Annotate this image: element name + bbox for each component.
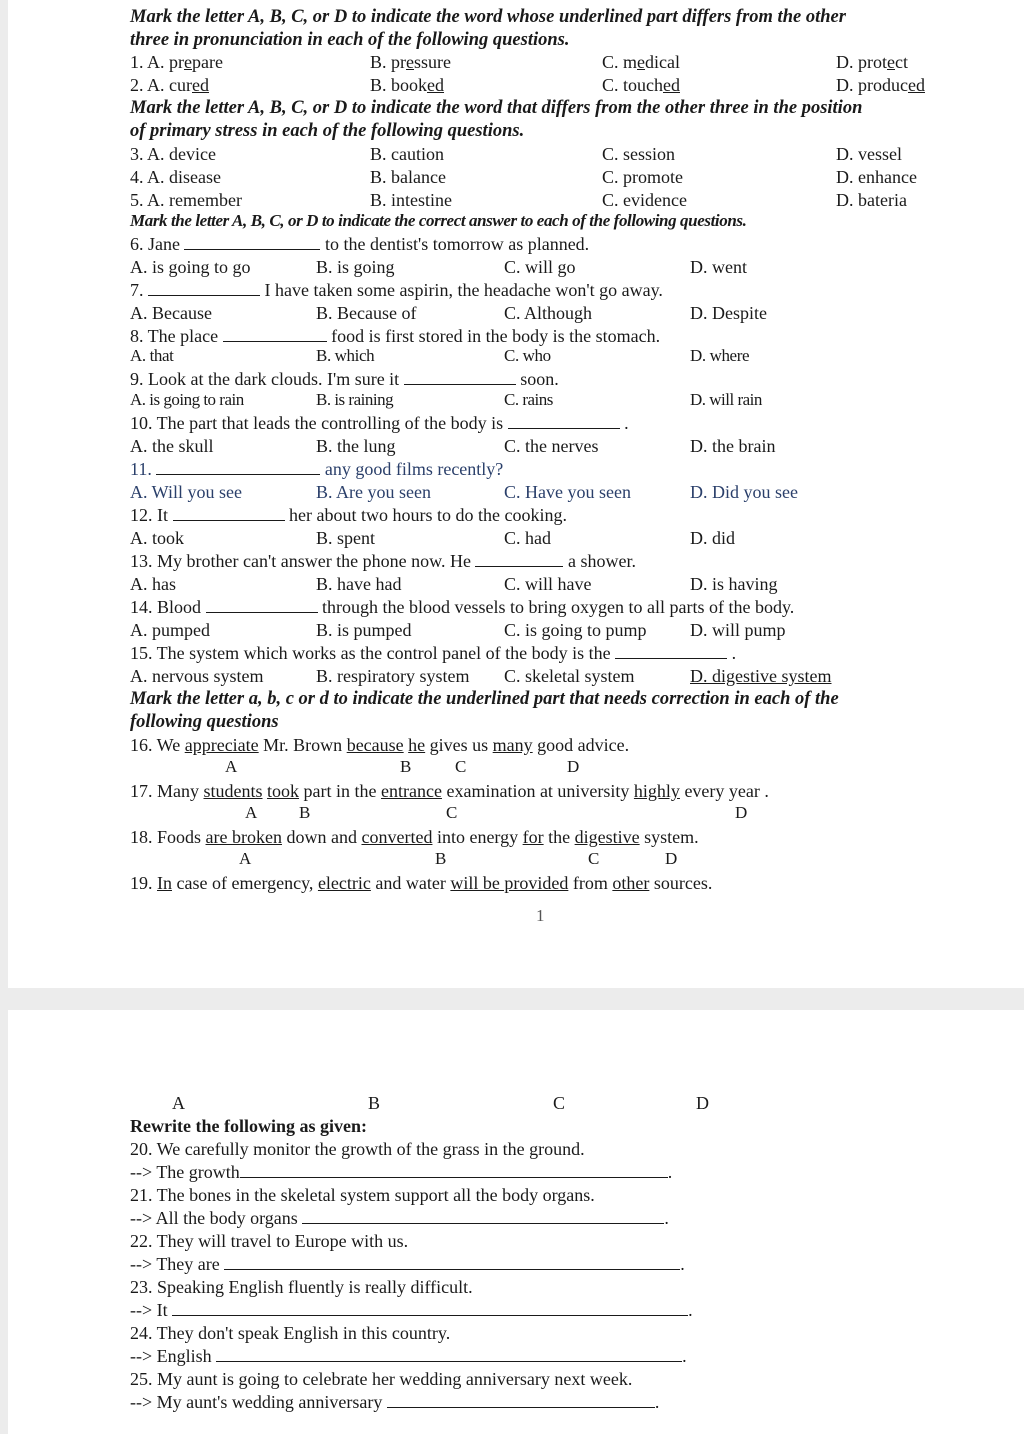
q13-option-a: A. has bbox=[130, 574, 176, 594]
answer-blank[interactable] bbox=[173, 506, 285, 521]
section1-heading-cont: three in pronunciation in each of the following questions. bbox=[130, 30, 570, 50]
q1-option-a: 1. A. prepare bbox=[130, 52, 223, 72]
question-16: 16. We appreciate Mr. Brown because he gives us many good advice. bbox=[130, 735, 630, 755]
answer-blank[interactable] bbox=[404, 370, 516, 385]
question-7-stem: 7. I have taken some aspirin, the headache won't go away. bbox=[130, 280, 663, 300]
q8-option-a: A. that bbox=[130, 346, 174, 365]
section4-heading: Mark the letter a, b, c or d to indicate the underlined part that needs correction in each of the bbox=[130, 689, 839, 709]
q1-option-d: D. protect bbox=[836, 52, 908, 72]
q13-option-c: C. will have bbox=[504, 574, 592, 594]
answer-23: --> It . bbox=[130, 1300, 693, 1320]
p2-label-a: A bbox=[172, 1093, 185, 1113]
q3-option-d: D. vessel bbox=[836, 144, 902, 164]
worksheet-page-2 bbox=[8, 1010, 1024, 1434]
q7-option-b: B. Because of bbox=[316, 303, 417, 323]
question-6-stem: 6. Jane to the dentist's tomorrow as planned. bbox=[130, 234, 590, 254]
q15-option-d: D. digestive system bbox=[690, 666, 832, 686]
q18-label-d: D bbox=[665, 849, 678, 868]
q10-option-d: D. the brain bbox=[690, 436, 776, 456]
answer-25: --> My aunt's wedding anniversary . bbox=[130, 1392, 660, 1412]
answer-blank[interactable] bbox=[148, 281, 260, 296]
answer-22: --> They are . bbox=[130, 1254, 685, 1274]
q1-option-b: B. pressure bbox=[370, 52, 451, 72]
q6-option-b: B. is going bbox=[316, 257, 395, 277]
p2-label-d: D bbox=[696, 1093, 709, 1113]
answer-line[interactable] bbox=[224, 1255, 680, 1270]
answer-line[interactable] bbox=[216, 1347, 682, 1362]
q2-option-c: C. touched bbox=[602, 75, 680, 95]
question-21: 21. The bones in the skeletal system support all the body organs. bbox=[130, 1185, 595, 1205]
p2-label-b: B bbox=[368, 1093, 381, 1113]
q18-label-b: B bbox=[435, 849, 447, 868]
q14-option-b: B. is pumped bbox=[316, 620, 412, 640]
q13-option-b: B. have had bbox=[316, 574, 402, 594]
q3-option-c: C. session bbox=[602, 144, 676, 164]
answer-line[interactable] bbox=[387, 1393, 655, 1408]
q11-option-a: A. Will you see bbox=[130, 482, 242, 502]
q16-label-a: A bbox=[225, 757, 238, 776]
section2-heading-cont: of primary stress in each of the following questions. bbox=[130, 121, 525, 141]
answer-blank[interactable] bbox=[615, 644, 727, 659]
q4-option-b: B. balance bbox=[370, 167, 446, 187]
q6-option-d: D. went bbox=[690, 257, 747, 277]
question-15-stem: 15. The system which works as the control panel of the body is the . bbox=[130, 643, 737, 663]
q14-option-d: D. will pump bbox=[690, 620, 786, 640]
question-10-stem: 10. The part that leads the controlling of the body is . bbox=[130, 413, 629, 433]
q12-option-d: D. did bbox=[690, 528, 735, 548]
q17-label-d: D bbox=[735, 803, 748, 822]
q15-option-a: A. nervous system bbox=[130, 666, 264, 686]
q15-option-b: B. respiratory system bbox=[316, 666, 470, 686]
q11-option-c: C. Have you seen bbox=[504, 482, 631, 502]
q14-option-a: A. pumped bbox=[130, 620, 210, 640]
q5-option-d: D. bateria bbox=[836, 190, 907, 210]
q16-label-c: C bbox=[455, 757, 467, 776]
q8-option-d: D. where bbox=[690, 346, 750, 365]
q7-option-d: D. Despite bbox=[690, 303, 767, 323]
q10-option-c: C. the nerves bbox=[504, 436, 599, 456]
q16-label-b: B bbox=[400, 757, 412, 776]
page-number: 1 bbox=[536, 906, 545, 925]
q6-option-c: C. will go bbox=[504, 257, 576, 277]
question-12-stem: 12. It her about two hours to do the cooking. bbox=[130, 505, 567, 525]
q17-label-a: A bbox=[245, 803, 258, 822]
q9-option-b: B. is raining bbox=[316, 390, 394, 409]
q13-option-d: D. is having bbox=[690, 574, 778, 594]
q17-label-b: B bbox=[299, 803, 311, 822]
q9-option-a: A. is going to rain bbox=[130, 390, 244, 409]
question-19: 19. In case of emergency, electric and water will be provided from other sources. bbox=[130, 873, 713, 893]
q7-option-c: C. Although bbox=[504, 303, 593, 323]
answer-blank[interactable] bbox=[156, 460, 320, 475]
q2-option-d: D. produced bbox=[836, 75, 925, 95]
section3-heading: Mark the letter A, B, C, or D to indicate the correct answer to each of the following questions. bbox=[130, 211, 747, 230]
q4-option-d: D. enhance bbox=[836, 167, 917, 187]
q8-option-c: C. who bbox=[504, 346, 551, 365]
question-11-stem: 11. any good films recently? bbox=[130, 459, 504, 479]
question-14-stem: 14. Blood through the blood vessels to bring oxygen to all parts of the body. bbox=[130, 597, 795, 617]
q17-label-c: C bbox=[446, 803, 458, 822]
q8-option-b: B. which bbox=[316, 346, 375, 365]
q3-option-a: 3. A. device bbox=[130, 144, 216, 164]
q9-option-c: C. rains bbox=[504, 390, 553, 409]
answer-blank[interactable] bbox=[184, 235, 320, 250]
p2-label-c: C bbox=[553, 1093, 566, 1113]
question-24: 24. They don't speak English in this country. bbox=[130, 1323, 451, 1343]
question-20: 20. We carefully monitor the growth of the grass in the ground. bbox=[130, 1139, 585, 1159]
q5-option-c: C. evidence bbox=[602, 190, 687, 210]
section4-heading-cont: following questions bbox=[130, 712, 279, 732]
q6-option-a: A. is going to go bbox=[130, 257, 251, 277]
answer-blank[interactable] bbox=[223, 327, 327, 342]
answer-line[interactable] bbox=[302, 1209, 664, 1224]
q3-option-b: B. caution bbox=[370, 144, 444, 164]
q5-option-a: 5. A. remember bbox=[130, 190, 242, 210]
worksheet-page-1 bbox=[8, 0, 1024, 988]
answer-line[interactable] bbox=[240, 1163, 668, 1178]
question-18: 18. Foods are broken down and converted into energy for the digestive system. bbox=[130, 827, 699, 847]
question-8-stem: 8. The place food is first stored in the body is the stomach. bbox=[130, 326, 661, 346]
q2-option-b: B. booked bbox=[370, 75, 445, 95]
answer-line[interactable] bbox=[172, 1301, 688, 1316]
answer-24: --> English . bbox=[130, 1346, 687, 1366]
q12-option-c: C. had bbox=[504, 528, 551, 548]
q5-option-b: B. intestine bbox=[370, 190, 452, 210]
answer-20: --> The growth . bbox=[130, 1162, 673, 1182]
q11-option-d: D. Did you see bbox=[690, 482, 798, 502]
q10-option-b: B. the lung bbox=[316, 436, 396, 456]
q12-option-a: A. took bbox=[130, 528, 184, 548]
q11-option-b: B. Are you seen bbox=[316, 482, 431, 502]
q1-option-c: C. medical bbox=[602, 52, 680, 72]
answer-blank[interactable] bbox=[475, 552, 563, 567]
question-22: 22. They will travel to Europe with us. bbox=[130, 1231, 409, 1251]
q10-option-a: A. the skull bbox=[130, 436, 214, 456]
q4-option-a: 4. A. disease bbox=[130, 167, 221, 187]
q7-option-a: A. Because bbox=[130, 303, 212, 323]
question-9-stem: 9. Look at the dark clouds. I'm sure it soon. bbox=[130, 369, 559, 389]
section2-heading: Mark the letter A, B, C, or D to indicate the word that differs from the other three in the position bbox=[130, 98, 863, 118]
q15-option-c: C. skeletal system bbox=[504, 666, 635, 686]
answer-blank[interactable] bbox=[206, 598, 318, 613]
q16-label-d: D bbox=[567, 757, 580, 776]
q18-label-a: A bbox=[239, 849, 252, 868]
q9-option-d: D. will rain bbox=[690, 390, 762, 409]
section1-heading: Mark the letter A, B, C, or D to indicate the word whose underlined part differs from the other bbox=[130, 7, 846, 27]
question-23: 23. Speaking English fluently is really difficult. bbox=[130, 1277, 473, 1297]
answer-blank[interactable] bbox=[508, 414, 620, 429]
answer-21: --> All the body organs . bbox=[130, 1208, 669, 1228]
question-13-stem: 13. My brother can't answer the phone now. He a shower. bbox=[130, 551, 636, 571]
q2-option-a: 2. A. cured bbox=[130, 75, 209, 95]
question-17: 17. Many students took part in the entrance examination at university highly every year . bbox=[130, 781, 769, 801]
q4-option-c: C. promote bbox=[602, 167, 683, 187]
rewrite-heading: Rewrite the following as given: bbox=[130, 1116, 367, 1136]
q14-option-c: C. is going to pump bbox=[504, 620, 647, 640]
q18-label-c: C bbox=[588, 849, 600, 868]
question-25: 25. My aunt is going to celebrate her wedding anniversary next week. bbox=[130, 1369, 633, 1389]
q12-option-b: B. spent bbox=[316, 528, 376, 548]
